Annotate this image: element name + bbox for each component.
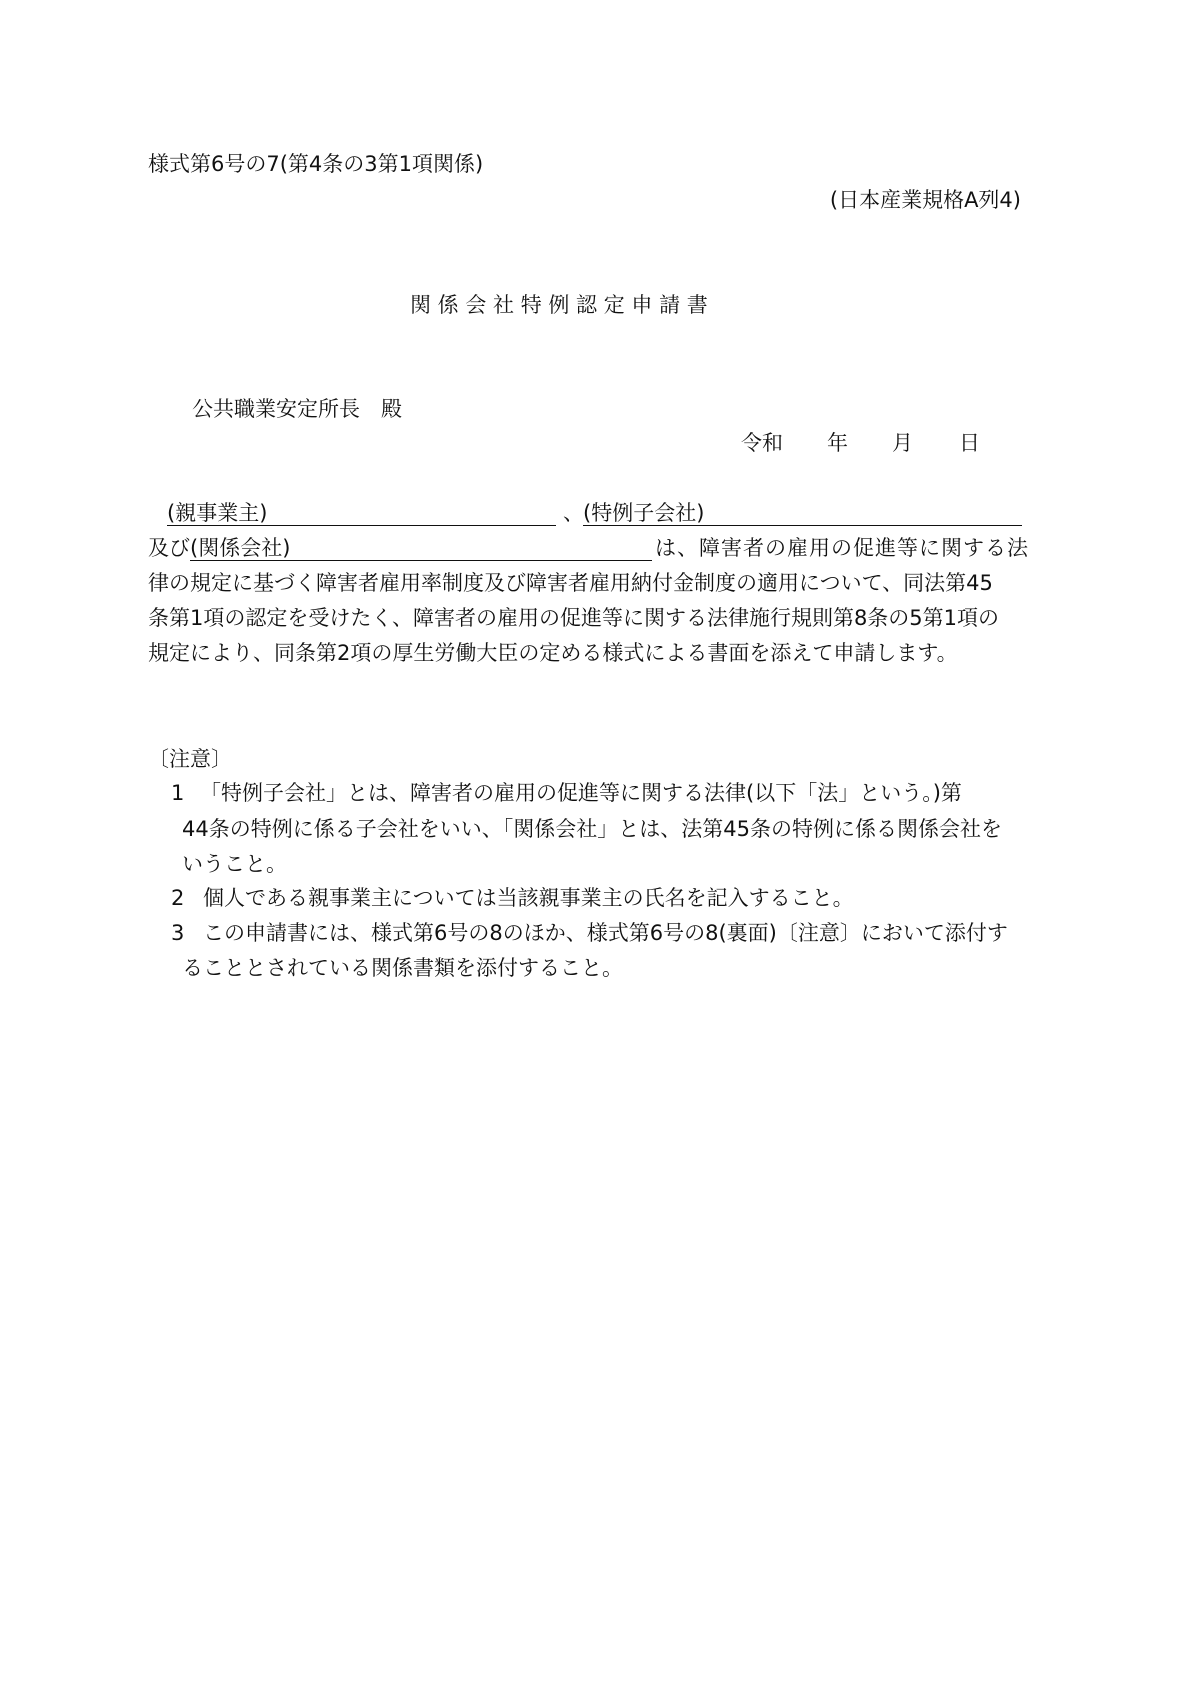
date-year: 年: [827, 431, 848, 455]
body-line: 条第1項の認定を受けたく、障害者の雇用の促進等に関する法律施行規則第8条の5第1項の: [148, 606, 1000, 630]
and-text: 及び: [148, 536, 190, 560]
document-title: 関 係 会 社 特 例 認 定 申 請 書: [410, 293, 708, 317]
affiliate-field[interactable]: [190, 560, 652, 561]
note-number: 1: [171, 781, 185, 805]
separator: 、: [563, 501, 584, 525]
addressee: 公共職業安定所長 殿: [192, 397, 402, 421]
note-line: いうこと。: [182, 852, 287, 876]
subsidiary-label: (特例子会社): [583, 501, 705, 525]
date-era: 令和: [741, 431, 783, 455]
parent-label: (親事業主): [167, 501, 268, 525]
parent-field[interactable]: [167, 525, 556, 526]
note-line: この申請書には、様式第6号の8のほか、様式第6号の8(裏面)〔注意〕において添付す: [203, 921, 1008, 945]
date-day: 日: [959, 431, 980, 455]
subsidiary-field[interactable]: [583, 525, 1022, 526]
body-line: は、障害者の雇用の促進等に関する法: [655, 536, 1029, 560]
note-line: ることとされている関係書類を添付すること。: [182, 956, 623, 980]
paper-size: (日本産業規格A列4): [829, 188, 1021, 212]
note-number: 2: [171, 886, 185, 910]
form-number: 様式第6号の7(第4条の3第1項関係): [148, 152, 484, 176]
notes-heading: 〔注意〕: [148, 747, 232, 771]
note-line: 個人である親事業主については当該親事業主の氏名を記入すること。: [203, 886, 854, 910]
affiliate-label: (関係会社): [190, 536, 291, 560]
note-line: 44条の特例に係る子会社をいい、「関係会社」とは、法第45条の特例に係る関係会社を: [182, 817, 1002, 841]
body-line: 規定により、同条第2項の厚生労働大臣の定める様式による書面を添えて申請します。: [148, 641, 958, 665]
note-line: 「特例子会社」とは、障害者の雇用の促進等に関する法律(以下「法」という。)第: [200, 781, 962, 805]
date-month: 月: [892, 431, 913, 455]
note-number: 3: [171, 921, 185, 945]
body-line: 律の規定に基づく障害者雇用率制度及び障害者雇用納付金制度の適用について、同法第45: [148, 571, 993, 595]
